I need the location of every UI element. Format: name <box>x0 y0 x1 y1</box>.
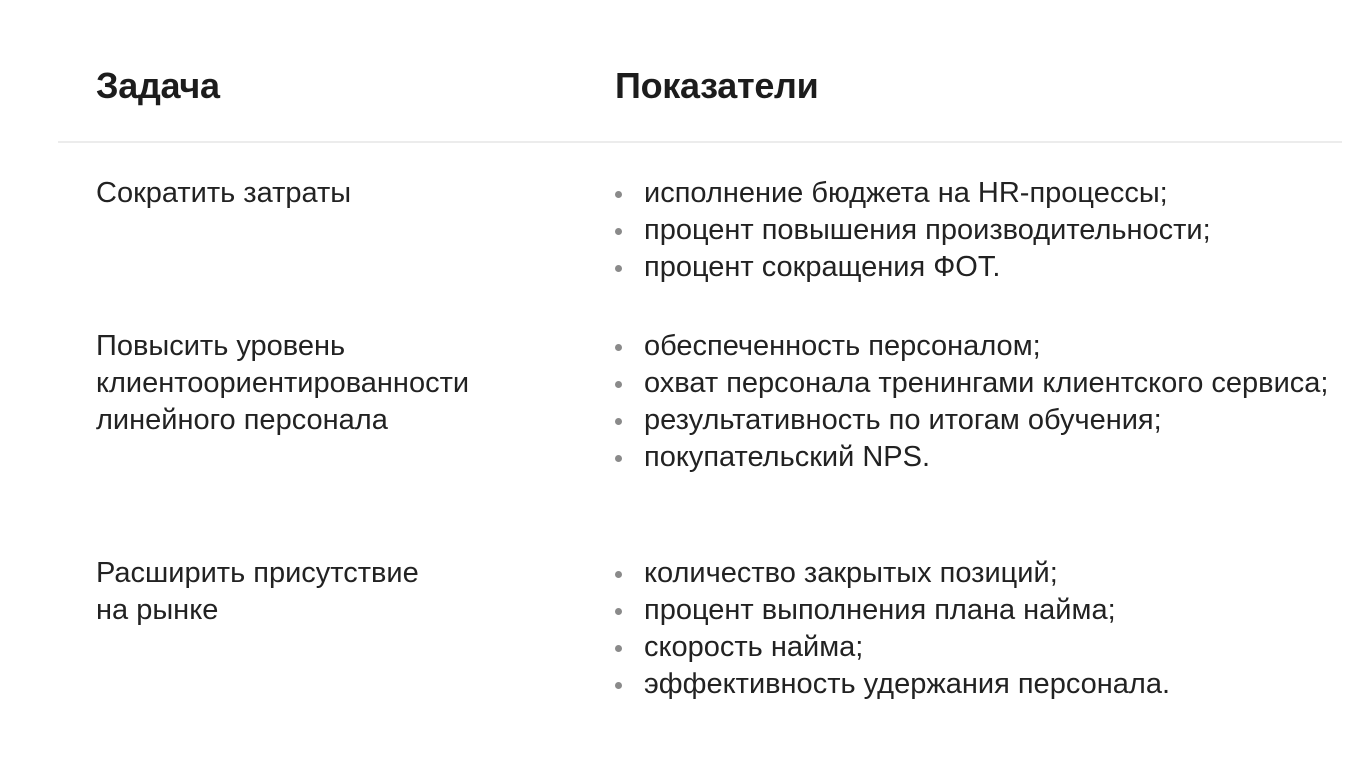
task-text: Сократить затраты <box>96 177 352 209</box>
task-cell <box>96 328 566 439</box>
metric-text: обеспеченность персоналом; <box>644 330 1041 362</box>
header-metrics: Показатели <box>615 65 819 106</box>
metric-item <box>615 666 1335 703</box>
kpi-table <box>58 0 1342 700</box>
metric-item <box>615 592 1335 629</box>
table-header <box>58 0 1342 143</box>
task-text: клиентоориентированности <box>96 367 470 399</box>
metric-text: скорость найма; <box>644 631 864 663</box>
metric-item <box>615 328 1335 365</box>
bullet-icon <box>615 191 622 198</box>
metric-item <box>615 439 1335 476</box>
metric-item <box>615 212 1335 249</box>
metric-item <box>615 402 1335 439</box>
bullet-icon <box>615 682 622 689</box>
metric-text: процент выполнения плана найма; <box>644 594 1116 626</box>
metric-text: количество закрытых позиций; <box>644 557 1058 589</box>
bullet-icon <box>615 418 622 425</box>
task-text: Повысить уровень <box>96 330 346 362</box>
bullet-icon <box>615 344 622 351</box>
bullet-icon <box>615 608 622 615</box>
metric-text: охват персонала тренингами клиентского сервиса; <box>644 367 1329 399</box>
bullet-icon <box>615 571 622 578</box>
metric-item <box>615 249 1335 286</box>
metric-item <box>615 555 1335 592</box>
bullet-icon <box>615 265 622 272</box>
metrics-list <box>615 175 1335 286</box>
task-cell <box>96 555 566 629</box>
bullet-icon <box>615 645 622 652</box>
bullet-icon <box>615 455 622 462</box>
metric-text: процент повышения производительности; <box>644 214 1211 246</box>
bullet-icon <box>615 381 622 388</box>
metrics-list <box>615 328 1335 476</box>
bullet-icon <box>615 228 622 235</box>
header-task: Задача <box>96 65 220 106</box>
metric-text: исполнение бюджета на HR-процессы; <box>644 177 1168 209</box>
task-text: Расширить присутствие <box>96 557 419 589</box>
metric-text: процент сокращения ФОТ. <box>644 251 1001 283</box>
metric-text: покупательский NPS. <box>644 441 931 473</box>
metrics-list <box>615 555 1335 703</box>
metric-item <box>615 365 1335 402</box>
metric-item <box>615 629 1335 666</box>
metric-text: эффективность удержания персонала. <box>644 668 1171 700</box>
metric-text: результативность по итогам обучения; <box>644 404 1162 436</box>
metric-item <box>615 175 1335 212</box>
task-text: на рынке <box>96 594 219 626</box>
task-text: линейного персонала <box>96 404 388 436</box>
task-cell <box>96 175 566 212</box>
